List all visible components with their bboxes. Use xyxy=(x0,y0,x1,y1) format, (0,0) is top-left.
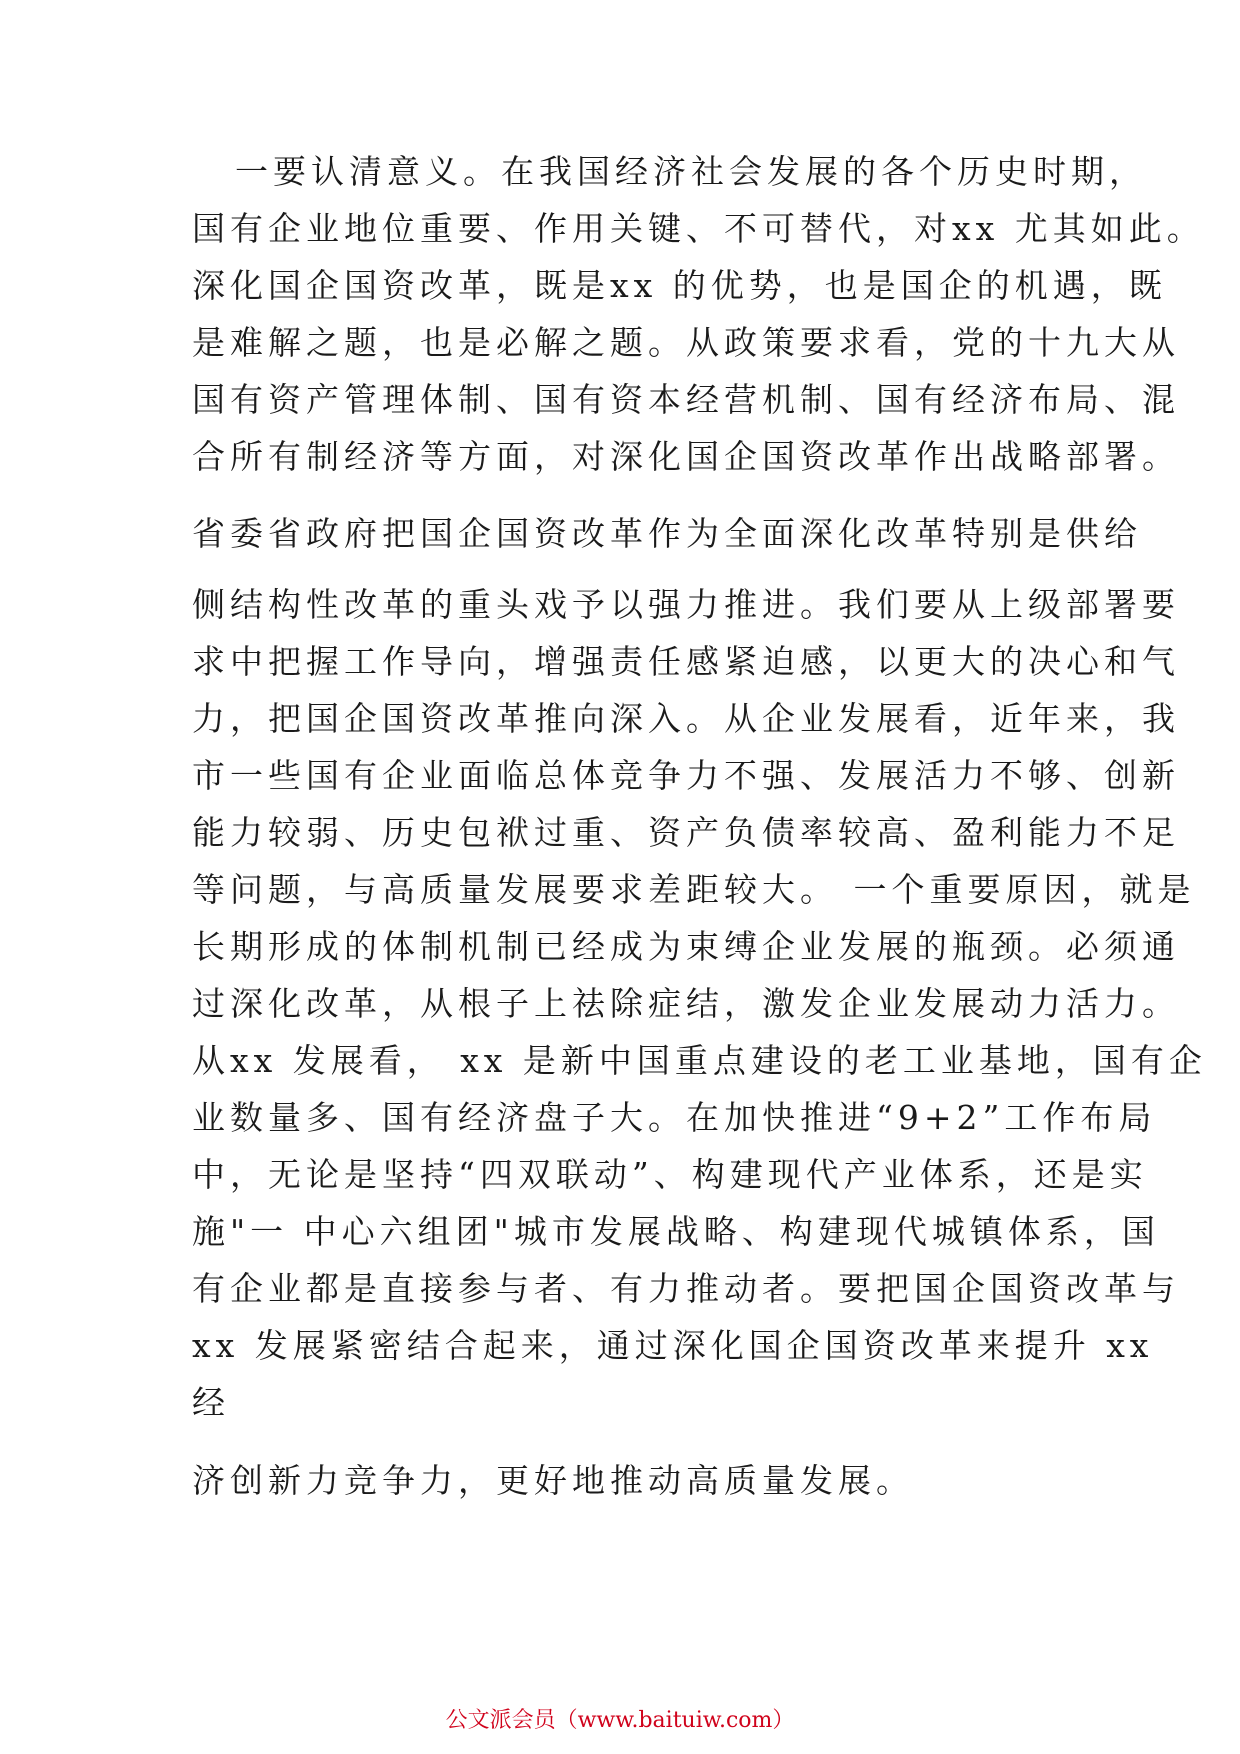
paragraph-line: 深化国企国资改革，既是xx 的优势，也是国企的机遇，既 xyxy=(192,266,1167,305)
paragraph-line: 等问题，与高质量发展要求差距较大。 一个重要原因，就是 xyxy=(192,870,1196,909)
paragraph-line: 经 xyxy=(192,1383,230,1422)
paragraph-line: 力，把国企国资改革推向深入。从企业发展看，近年来，我 xyxy=(192,699,1180,738)
paragraph-line: 是难解之题，也是必解之题。从政策要求看，党的十九大从 xyxy=(192,323,1180,362)
paragraph-line: xx 发展紧密结合起来，通过深化国企国资改革来提升 xx xyxy=(192,1326,1154,1365)
paragraph-line: 一要认清意义。在我国经济社会发展的各个历史时期， xyxy=(235,152,1147,191)
paragraph-line: 从xx 发展看， xx 是新中国重点建设的老工业基地，国有企 xyxy=(192,1041,1207,1080)
paragraph-line: 市一些国有企业面临总体竞争力不强、发展活力不够、创新 xyxy=(192,756,1180,795)
paragraph-line: 施"一 中心六组团"城市发展战略、构建现代城镇体系，国 xyxy=(192,1212,1160,1251)
paragraph-line: 国有企业地位重要、作用关键、不可替代，对xx 尤其如此。 xyxy=(192,209,1205,248)
paragraph-line: 省委省政府把国企国资改革作为全面深化改革特别是供给 xyxy=(192,514,1142,553)
paragraph-line: 业数量多、国有经济盘子大。在加快推进“9+2”工作布局 xyxy=(192,1098,1157,1137)
paragraph-line: 求中把握工作导向，增强责任感紧迫感，以更大的决心和气 xyxy=(192,642,1180,681)
paragraph-line: 长期形成的体制机制已经成为束缚企业发展的瓶颈。必须通 xyxy=(192,927,1180,966)
paragraph-line: 有企业都是直接参与者、有力推动者。要把国企国资改革与 xyxy=(192,1269,1180,1308)
paragraph-line: 能力较弱、历史包袱过重、资产负债率较高、盈利能力不足 xyxy=(192,813,1180,852)
paragraph-line: 国有资产管理体制、国有资本经营机制、国有经济布局、混 xyxy=(192,380,1180,419)
paragraph-line: 过深化改革，从根子上祛除症结，激发企业发展动力活力。 xyxy=(192,984,1180,1023)
paragraph-line: 中，无论是坚持“四双联动”、构建现代产业体系，还是实 xyxy=(192,1155,1148,1194)
paragraph-line: 济创新力竞争力，更好地推动高质量发展。 xyxy=(192,1461,914,1500)
paragraph-line: 侧结构性改革的重头戏予以强力推进。我们要从上级部署要 xyxy=(192,585,1180,624)
footer-watermark: 公文派会员（www.baituiw.com） xyxy=(445,1708,795,1733)
paragraph-line: 合所有制经济等方面，对深化国企国资改革作出战略部署。 xyxy=(192,437,1180,476)
